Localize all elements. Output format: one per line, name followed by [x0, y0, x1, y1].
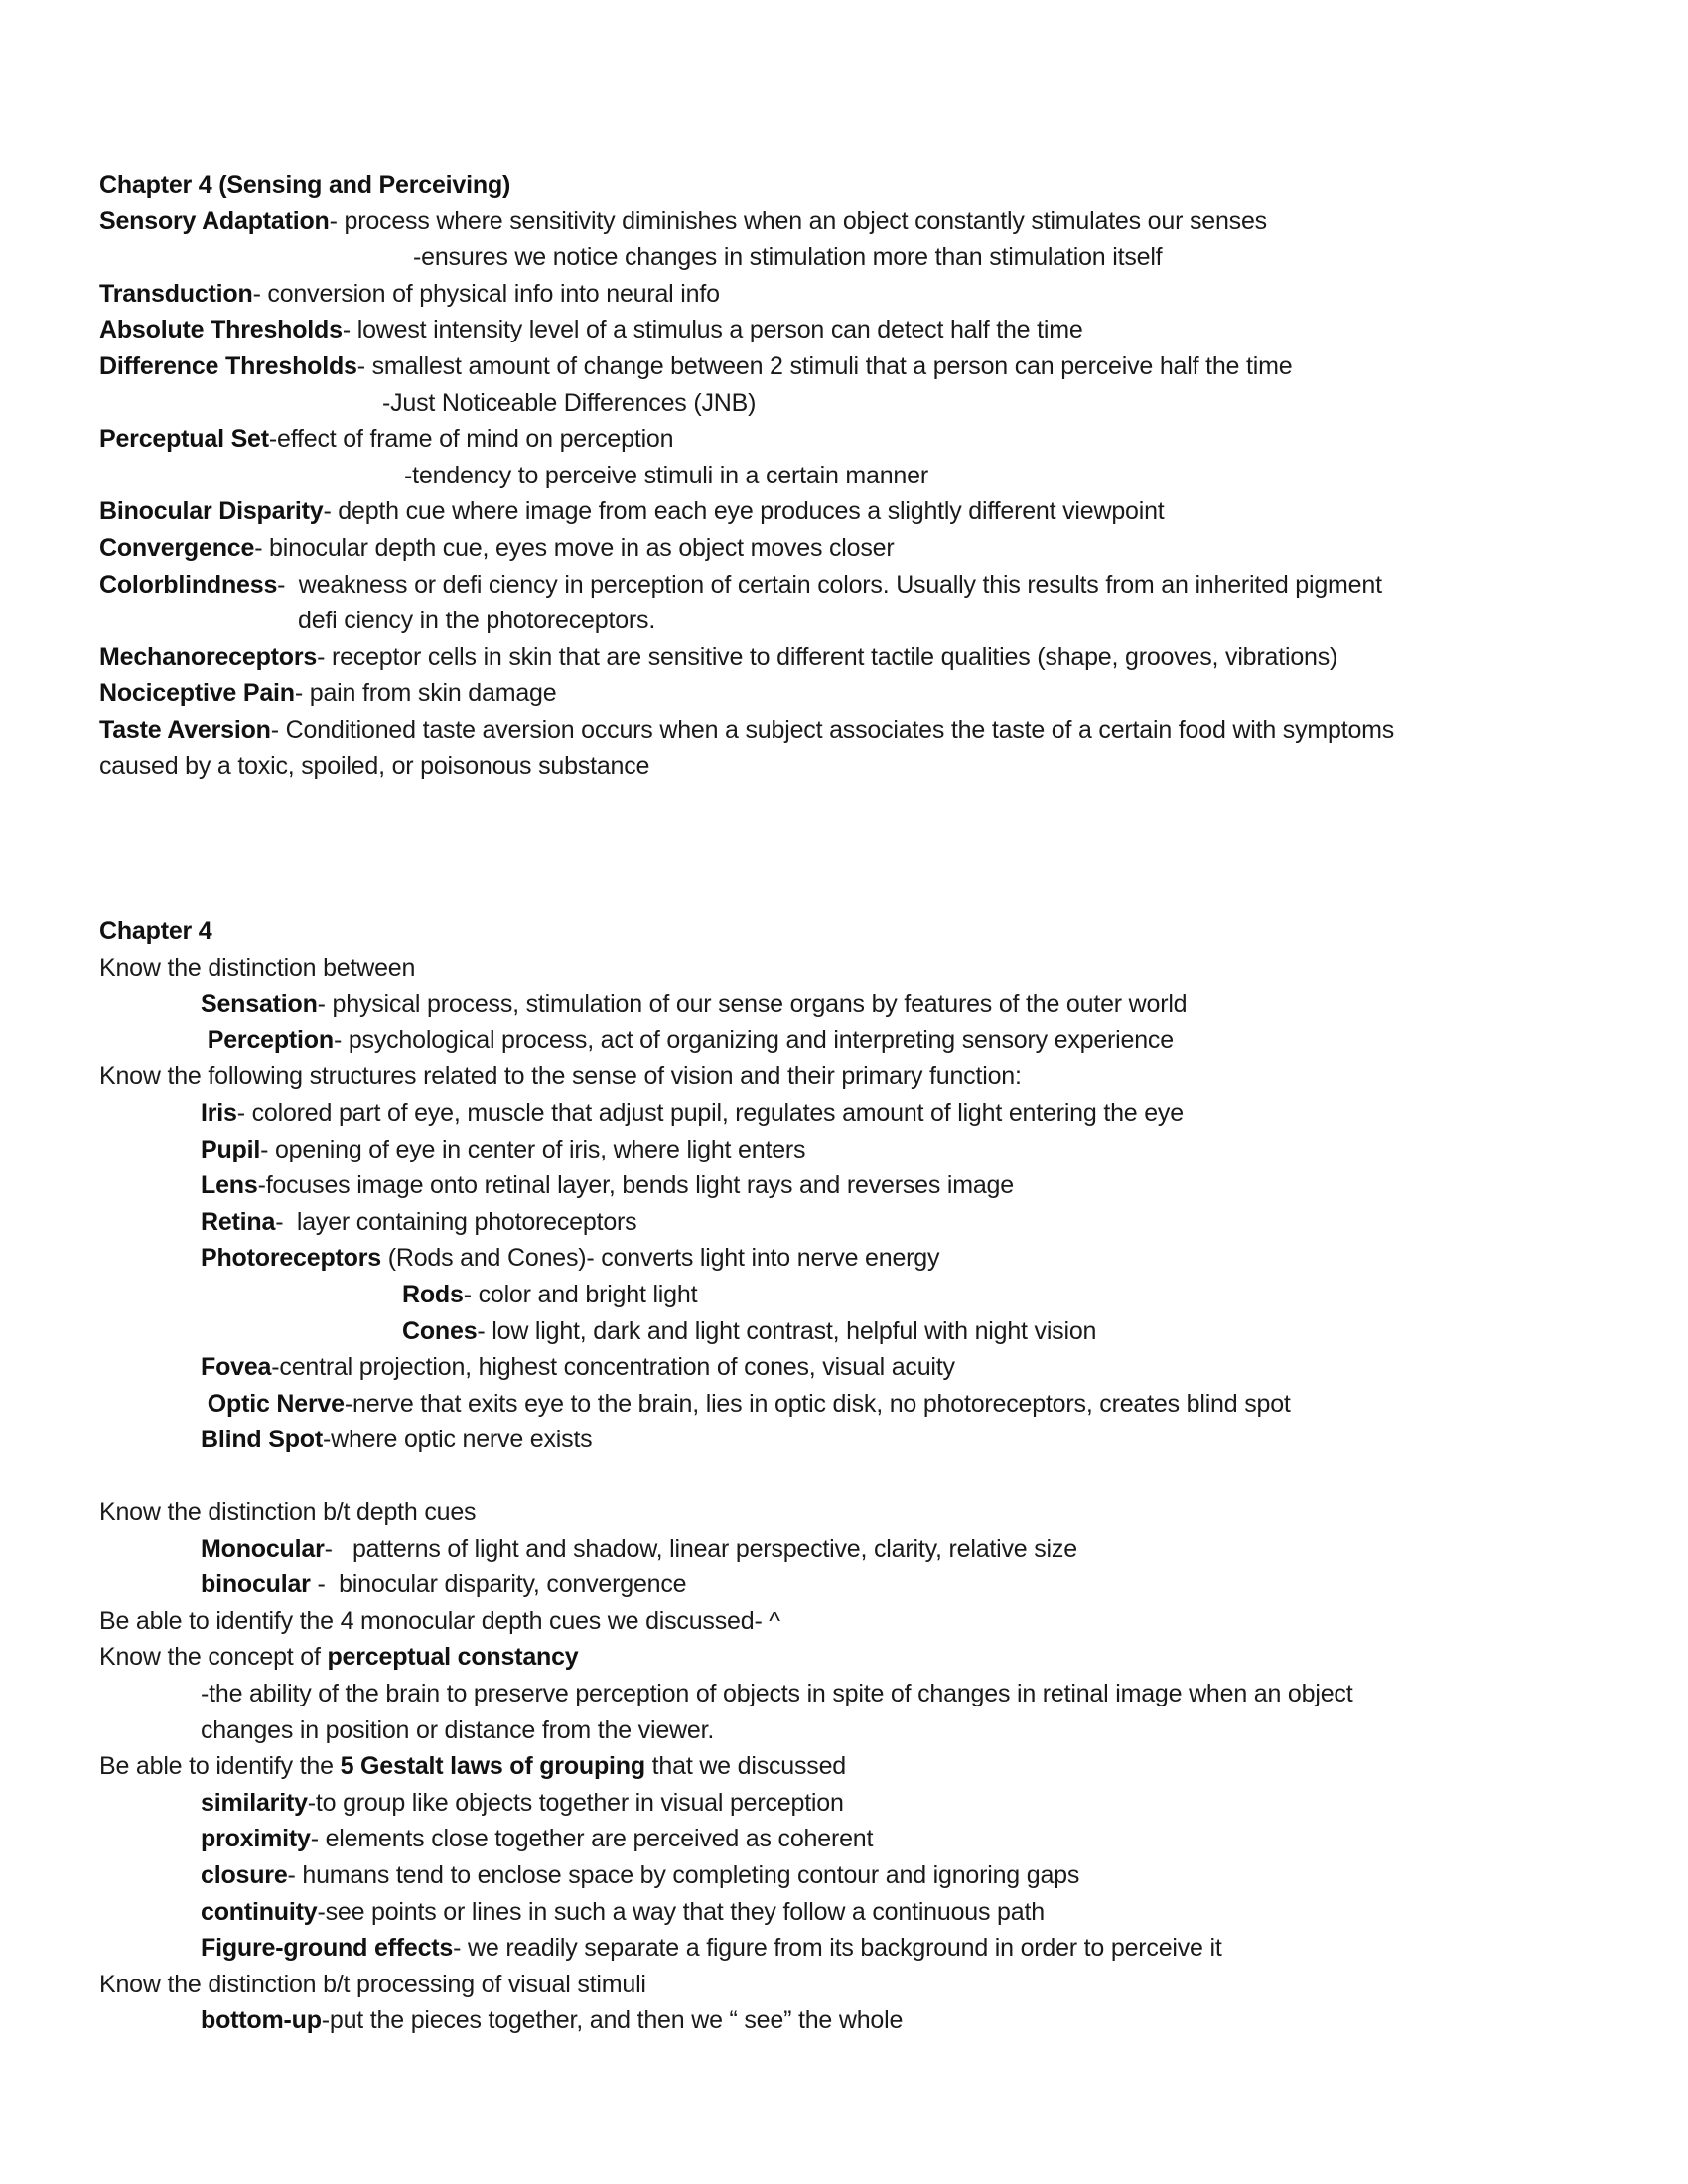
text-line: [99, 1240, 1628, 1277]
text-line: [99, 1277, 1628, 1313]
body-text: Be able to identify the: [99, 1752, 341, 1781]
body-text: -tendency to perceive stimuli in a certain manner: [404, 461, 928, 489]
body-text: - weakness or defi ciency in perception of certain colors. Usually this results from an inherited pigment: [277, 570, 1382, 599]
text-line: [99, 239, 1628, 276]
body-text: -put the pieces together, and then we “ see” the whole: [321, 2006, 904, 2035]
body-text: defi ciency in the photoreceptors.: [298, 607, 656, 635]
text-line: [99, 1785, 1628, 1822]
document-content: [99, 167, 1628, 2039]
text-line: [99, 204, 1628, 240]
body-text: Know the distinction between: [99, 953, 416, 982]
term-text: Binocular Disparity: [99, 497, 324, 526]
text-line: [99, 1422, 1628, 1458]
term-text: Blind Spot: [201, 1426, 323, 1454]
text-line: [99, 1567, 1628, 1603]
term-text: Rods: [402, 1281, 464, 1309]
body-text: changes in position or distance from the viewer.: [201, 1715, 715, 1744]
body-text: - we readily separate a figure from its background in order to perceive it: [453, 1934, 1222, 1963]
body-text: - Conditioned taste aversion occurs when a subject associates the taste of a certain food with symptoms: [270, 715, 1395, 744]
body-text: - process where sensitivity diminishes when an object constantly stimulates our senses: [329, 206, 1267, 235]
term-text: perceptual constancy: [327, 1643, 579, 1672]
text-line: [99, 1167, 1628, 1204]
body-text: Know the distinction b/t processing of visual stimuli: [99, 1970, 646, 1998]
paragraph-spacer: [99, 784, 1628, 913]
text-line: [99, 986, 1628, 1023]
term-text: proximity: [201, 1825, 311, 1853]
term-text: Photoreceptors: [201, 1244, 381, 1273]
term-text: Nociceptive Pain: [99, 679, 295, 708]
term-text: Iris: [201, 1099, 237, 1128]
term-text: Optic Nerve: [207, 1389, 345, 1418]
text-line: [99, 749, 1628, 785]
text-line: [99, 1894, 1628, 1931]
term-text: Taste Aversion: [99, 715, 271, 744]
body-text: - physical process, stimulation of our sense organs by features of the outer world: [317, 990, 1188, 1019]
body-text: - color and bright light: [463, 1281, 698, 1309]
text-line: [99, 1132, 1628, 1168]
body-text: - colored part of eye, muscle that adjust pupil, regulates amount of light entering the eye: [236, 1099, 1184, 1128]
term-text: similarity: [201, 1788, 308, 1817]
term-text: Sensation: [201, 990, 318, 1019]
body-text: Know the following structures related to the sense of vision and their primary function:: [99, 1062, 1022, 1091]
text-line: [99, 530, 1628, 567]
text-line: [99, 567, 1628, 604]
term-text: bottom-up: [201, 2006, 322, 2035]
body-text: - psychological process, act of organizing and interpreting sensory experience: [333, 1025, 1174, 1054]
body-text: - binocular disparity, convergence: [310, 1570, 687, 1599]
term-text: Pupil: [201, 1135, 261, 1163]
text-line: [99, 167, 1628, 204]
term-text: Figure-ground effects: [201, 1934, 454, 1963]
term-text: continuity: [201, 1897, 318, 1926]
body-text: - depth cue where image from each eye produces a slightly different viewpoint: [323, 497, 1165, 526]
text-line: [99, 1313, 1628, 1350]
text-line: [99, 1531, 1628, 1568]
text-line: [99, 1676, 1628, 1712]
body-text: - low light, dark and light contrast, helpful with night vision: [477, 1316, 1097, 1345]
body-text: -central projection, highest concentration of cones, visual acuity: [271, 1353, 955, 1382]
body-text: Be able to identify the 4 monocular depth cues we discussed- ^: [99, 1606, 780, 1635]
text-line: [99, 1349, 1628, 1386]
body-text: -focuses image onto retinal layer, bends light rays and reverses image: [257, 1171, 1014, 1200]
body-text: -see points or lines in such a way that they follow a continuous path: [317, 1897, 1045, 1926]
term-text: Perceptual Set: [99, 425, 269, 454]
text-line: [99, 421, 1628, 458]
text-line: [99, 458, 1628, 494]
body-text: (Rods and Cones)- converts light into nerve energy: [380, 1244, 940, 1273]
text-line: [99, 913, 1628, 950]
body-text: Know the distinction b/t depth cues: [99, 1498, 477, 1526]
text-line: [99, 1095, 1628, 1132]
text-line: [99, 1386, 1628, 1423]
body-text: - patterns of light and shadow, linear perspective, clarity, relative size: [324, 1534, 1077, 1563]
body-text: - humans tend to enclose space by completing contour and ignoring gaps: [287, 1860, 1080, 1889]
text-line: [99, 675, 1628, 712]
text-line: [99, 639, 1628, 676]
term-text: Transduction: [99, 279, 253, 308]
body-text: -effect of frame of mind on perception: [268, 425, 674, 454]
body-text: -nerve that exits eye to the brain, lies in optic disk, no photoreceptors, creates blind spot: [344, 1389, 1291, 1418]
text-line: [99, 493, 1628, 530]
term-text: Fovea: [201, 1353, 272, 1382]
text-line: [99, 1712, 1628, 1749]
term-text: Difference Thresholds: [99, 351, 357, 380]
body-text: [201, 1026, 208, 1054]
text-line: [99, 1204, 1628, 1241]
term-text: Cones: [402, 1316, 478, 1345]
body-text: - opening of eye in center of iris, where light enters: [260, 1135, 806, 1163]
body-text: - receptor cells in skin that are sensitive to different tactile qualities (shape, grooves, vibrations): [317, 642, 1338, 671]
text-line: [99, 1821, 1628, 1857]
body-text: - smallest amount of change between 2 stimuli that a person can perceive half the time: [356, 351, 1293, 380]
body-text: -where optic nerve exists: [322, 1426, 593, 1454]
term-text: Monocular: [201, 1534, 325, 1563]
term-text: Chapter 4 (Sensing and Perceiving): [99, 171, 511, 199]
text-line: [99, 312, 1628, 348]
text-line: [99, 1857, 1628, 1894]
paragraph-spacer: [99, 1458, 1628, 1494]
term-text: Chapter 4: [99, 917, 212, 946]
text-line: [99, 1930, 1628, 1967]
body-text: that we discussed: [644, 1752, 847, 1781]
text-line: [99, 385, 1628, 422]
text-line: [99, 712, 1628, 749]
body-text: [201, 1390, 208, 1418]
body-text: -ensures we notice changes in stimulation more than stimulation itself: [413, 243, 1163, 272]
text-line: [99, 1967, 1628, 2003]
text-line: [99, 1494, 1628, 1531]
text-line: [99, 1058, 1628, 1095]
text-line: [99, 348, 1628, 385]
term-text: Absolute Thresholds: [99, 316, 343, 344]
body-text: -Just Noticeable Differences (JNB): [382, 388, 757, 417]
body-text: - pain from skin damage: [294, 679, 557, 708]
term-text: binocular: [201, 1570, 311, 1599]
term-text: Convergence: [99, 533, 255, 562]
body-text: - layer containing photoreceptors: [275, 1207, 637, 1236]
text-line: [99, 1639, 1628, 1676]
body-text: - lowest intensity level of a stimulus a person can detect half the time: [342, 316, 1083, 344]
body-text: caused by a toxic, spoiled, or poisonous substance: [99, 751, 650, 780]
term-text: Mechanoreceptors: [99, 642, 318, 671]
text-line: [99, 1748, 1628, 1785]
body-text: - elements close together are perceived as coherent: [310, 1825, 874, 1853]
text-line: [99, 1603, 1628, 1640]
body-text: - binocular depth cue, eyes move in as object moves closer: [254, 533, 895, 562]
text-line: [99, 276, 1628, 313]
term-text: Lens: [201, 1171, 258, 1200]
term-text: Retina: [201, 1207, 276, 1236]
term-text: Colorblindness: [99, 570, 278, 599]
term-text: Sensory Adaptation: [99, 206, 330, 235]
body-text: -to group like objects together in visual perception: [307, 1788, 844, 1817]
term-text: 5 Gestalt laws of grouping: [340, 1752, 645, 1781]
body-text: - conversion of physical info into neural info: [252, 279, 720, 308]
term-text: closure: [201, 1860, 288, 1889]
body-text: Know the concept of: [99, 1643, 328, 1672]
body-text: -the ability of the brain to preserve perception of objects in spite of changes in retinal image when an object: [201, 1679, 1353, 1707]
text-line: [99, 603, 1628, 639]
text-line: [99, 950, 1628, 987]
text-line: [99, 2002, 1628, 2039]
text-line: [99, 1023, 1628, 1059]
term-text: Perception: [207, 1025, 334, 1054]
